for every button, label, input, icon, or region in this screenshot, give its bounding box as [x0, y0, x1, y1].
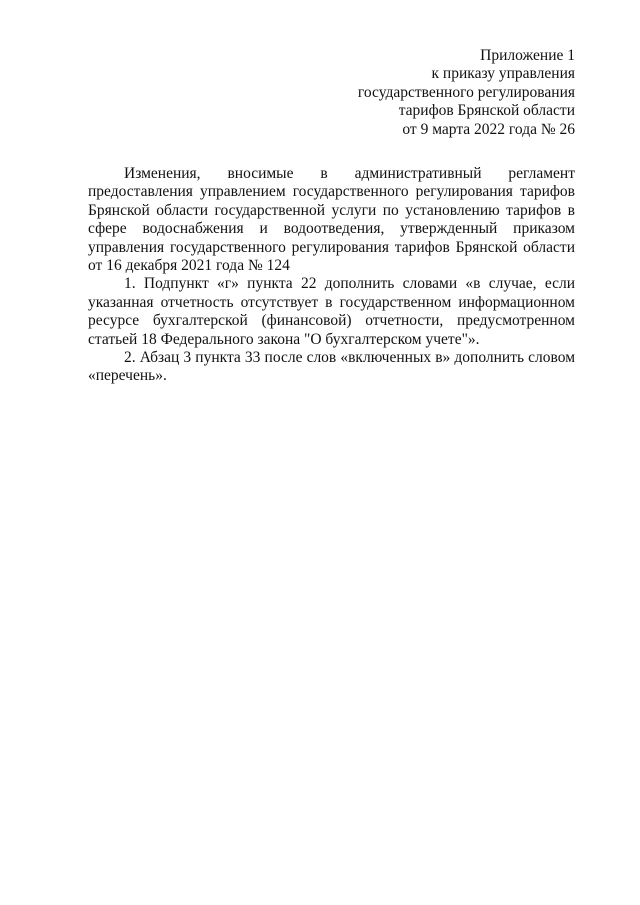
- document-body: [88, 165, 575, 386]
- appendix-header: [275, 47, 575, 139]
- intro-paragraph: Изменения, вносимые в административный регламент предоставления управлением государственного регулирования тарифов Брянской области государственной услуги по установлению тарифов в сфере водоснабжения и водоотведения, утвержденный приказом управления государственного регулирования тарифов Брянской области от 16 декабря 2021 года № 124: [88, 165, 575, 275]
- appendix-authority: государственного регулирования: [357, 83, 575, 101]
- appendix-date: от 9 марта 2022 года № 26: [402, 120, 575, 138]
- appendix-number: Приложение 1: [480, 47, 575, 64]
- appendix-region: тарифов Брянской области: [398, 102, 575, 120]
- amendment-item-1: 1. Подпункт «г» пункта 22 дополнить словами «в случае, если указанная отчетность отсутствует в государственном информационном ресурсе бухгалтерской (финансовой) отчетности, предусмотренном статьей 18 Федерального закона "О бухгалтерском учете"».: [88, 275, 575, 348]
- amendment-item-2: 2. Абзац 3 пункта 33 после слов «включенных в» дополнить словом «перечень».: [88, 349, 575, 385]
- appendix-order-ref: к приказу управления: [431, 65, 575, 83]
